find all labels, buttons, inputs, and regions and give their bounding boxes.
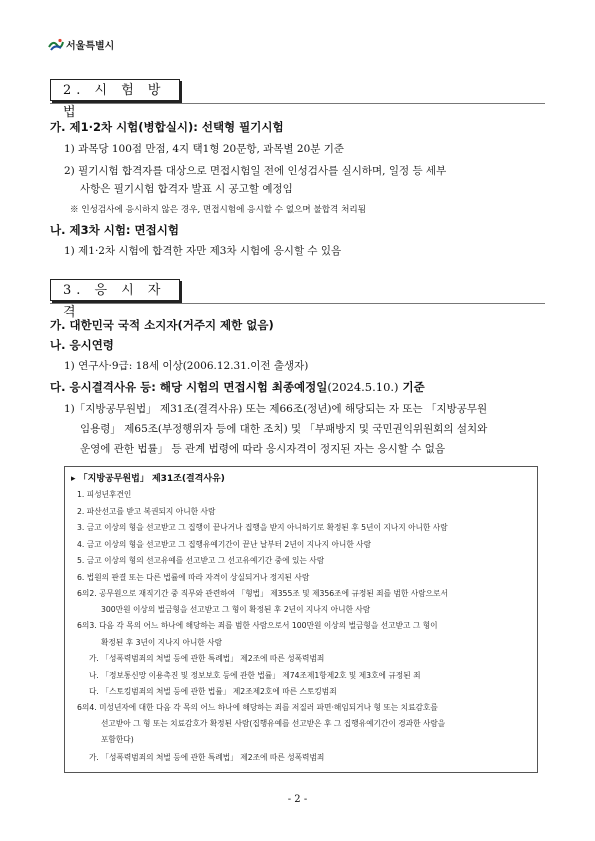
law-item: 300만원 이상의 벌금형을 선고받고 그 형이 확정된 후 2년이 지나지 아니한 사람 [101,605,371,614]
law-item: 3. 금고 이상의 형을 선고받고 그 집행이 끝나거나 집행을 받지 아니하기로 확정된 후 5년이 지나지 아니한 사람 [77,523,448,532]
section-2-a-item-2-line-1: 2) 필기시험 합격자를 대상으로 면접시험일 전에 인성검사를 실시하며, 일정 등 세부 [64,165,447,177]
law-item: 포함한다) [101,735,134,744]
law-item: 2. 파산선고를 받고 복권되지 아니한 사람 [77,507,216,516]
section-2-b-item-1: 1) 제1·2차 시험에 합격한 자만 제3차 시험에 응시할 수 있음 [64,245,342,257]
law-item: 가. 「성폭력범죄의 처벌 등에 관한 특례법」 제2조에 따른 성폭력범죄 [89,654,325,663]
section-2-note: ※ 인성검사에 응시하지 않은 경우, 면접시험에 응시할 수 없으며 불합격 처리됨 [70,205,366,215]
section-2-a-item-1: 1) 과목당 100점 만점, 4지 택1형 20문항, 과목별 20분 기준 [64,143,345,155]
section-3-c-item-1-line-3: 운영에 관한 법률」 등 관계 법령에 따라 응시자격이 정지된 자는 응시할 수 없음 [80,443,445,455]
law-item: 다. 「스토킹범죄의 처벌 등에 관한 법률」 제2조제2호에 따른 스토킹범죄 [89,687,337,696]
law-item: 6의4. 미성년자에 대한 다음 각 목의 어느 하나에 해당하는 죄를 저질러 파면·해임되거나 형 또는 치료감호를 [77,703,438,712]
section-3-c-heading [50,379,425,395]
seoul-logo-icon [48,38,64,52]
law-item: 선고받아 그 형 또는 치료감호가 확정된 사람(집행유예를 선고받은 후 그 집행유예기간이 경과한 사람을 [101,719,446,728]
section-3-c-heading-text: 다. 응시결격사유 등: 해당 시험의 면접시험 최종예정일 [50,380,328,394]
section-2-a-item-2-line-2: 사항은 필기시험 합격자 발표 시 공고할 예정임 [80,183,293,195]
law-item: 확정된 후 3년이 지나지 아니한 사람 [101,638,223,647]
section-3-divider [50,303,545,304]
section-3-c-heading-end: 기준 [398,380,425,394]
law-item: 6의2. 공무원으로 재직기간 중 직무와 관련하여 「형법」 제355조 및 제356조에 규정된 죄를 범한 사람으로서 [77,589,448,598]
section-3-title: 3. 응 시 자 격 [50,279,180,301]
section-3-c-item-1-line-2: 임용령」 제65조(부정행위자 등에 대한 조치) 및 「부패방지 및 국민권익위원회의 설치와 [80,423,488,435]
law-item: 나. 「정보통신망 이용촉진 및 정보보호 등에 관한 법률」 제74조제1항제2호 및 제3호에 규정된 죄 [89,671,421,680]
section-3-b-heading: 나. 응시연령 [50,338,114,352]
law-excerpt-box [64,466,538,773]
section-3-b-item-1: 1) 연구사·9급: 18세 이상(2006.12.31.이전 출생자) [64,360,309,372]
section-2-a-heading: 가. 제1·2차 시험(병합실시): 선택형 필기시험 [50,120,284,134]
law-excerpt-title: ▸ 「지방공무원법」 제31조(결격사유) [71,474,225,484]
law-item: 5. 금고 이상의 형의 선고유예를 선고받고 그 선고유예기간 중에 있는 사람 [77,556,325,565]
section-2-b-heading: 나. 제3차 시험: 면접시험 [50,223,179,237]
org-name: 서울특별시 [66,41,115,52]
law-item: 6. 법원의 판결 또는 다른 법률에 따라 자격이 상실되거나 정지된 사람 [77,573,310,582]
law-item: 1. 피성년후견인 [77,490,132,499]
section-2-title: 2. 시 험 방 법 [50,79,180,101]
section-3-c-heading-date: (2024.5.10.) [327,380,399,394]
law-item: 6의3. 다음 각 목의 어느 하나에 해당하는 죄를 범한 사람으로서 100만원 이상의 벌금형을 선고받고 그 형이 [77,621,438,630]
seoul-logo [48,37,114,52]
section-2-divider [50,103,545,104]
law-item: 4. 금고 이상의 형을 선고받고 그 집행유예기간이 끝난 날부터 2년이 지나지 아니한 사람 [77,540,372,549]
law-item: 가. 「성폭력범죄의 처벌 등에 관한 특례법」 제2조에 따른 성폭력범죄 [89,753,325,762]
page-number: - 2 - [287,794,308,805]
section-3-c-item-1-line-1: 1)「지방공무원법」 제31조(결격사유) 또는 제66조(정년)에 해당되는 자 또는 「지방공무원 [64,403,488,415]
section-3-a-heading: 가. 대한민국 국적 소지자(거주지 제한 없음) [50,318,274,332]
